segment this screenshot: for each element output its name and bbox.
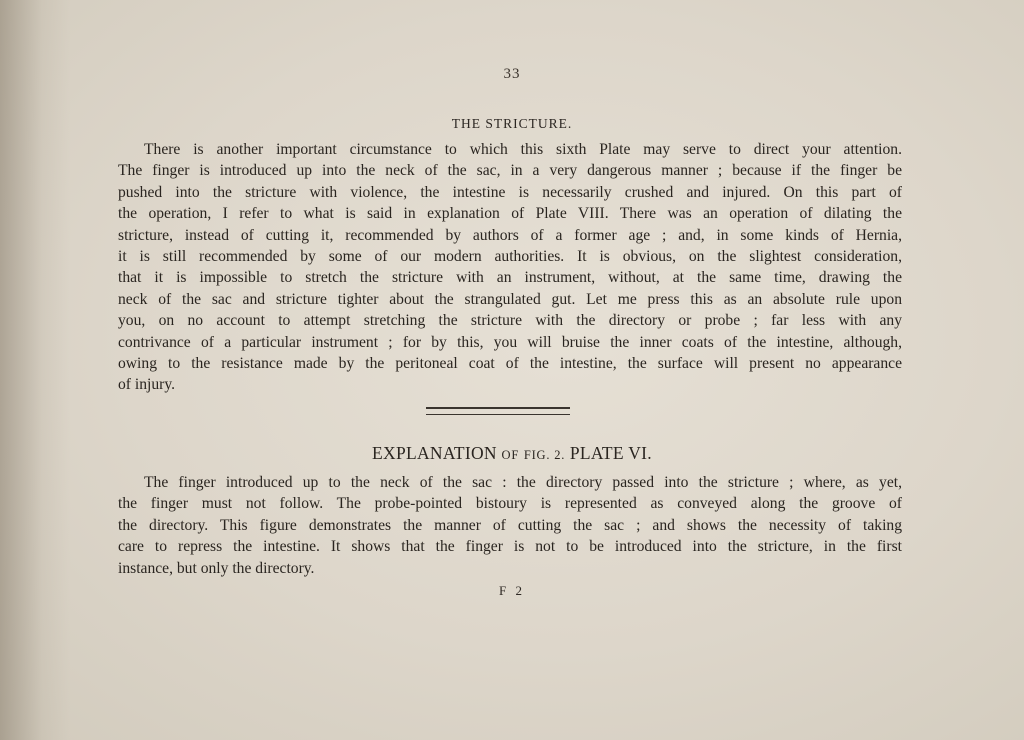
paragraph-line: neck of the sac and stricture tighter about the strangulated gut. Let me press this as an absolute rule upon <box>118 290 902 308</box>
heading-plate-label: PLATE VI. <box>569 443 652 463</box>
binding-gutter-shadow <box>0 0 70 740</box>
explanation-paragraph <box>118 472 902 579</box>
section-heading-explanation <box>0 443 1024 464</box>
paragraph-line: pushed into the stricture with violence, the intestine is necessarily crushed and injured. On this part of <box>118 183 902 201</box>
heading-of-word: OF <box>501 448 520 462</box>
paragraph-line: owing to the resistance made by the peritoneal coat of the intestine, the surface will present no appearance <box>118 355 902 373</box>
paragraph-line: it is still recommended by some of our modern authorities. It is obvious, on the slightest consideration, <box>118 248 902 266</box>
paragraph-line: instance, but only the directory. <box>118 559 315 577</box>
paragraph-line: the finger must not follow. The probe-pointed bistoury is represented as conveyed along the groove of <box>118 495 902 513</box>
section-heading-stricture: THE STRICTURE. <box>451 116 573 131</box>
page-number: 33 <box>503 66 521 82</box>
stricture-paragraph <box>118 139 902 396</box>
paragraph-line: the operation, I refer to what is said in explanation of Plate VIII. There was an operation of dilating the <box>118 205 902 223</box>
paragraph-line: of injury. <box>118 376 176 394</box>
signature-mark: F 2 <box>499 583 525 598</box>
paragraph-line: The finger introduced up to the neck of the sac : the directory passed into the stricture ; where, as yet, <box>144 474 902 491</box>
paragraph-line: There is another important circumstance to which this sixth Plate may serve to direct your attention. <box>144 141 902 158</box>
paragraph-line: The finger is introduced up into the neck of the sac, in a very dangerous manner ; because if the finger be <box>118 162 902 180</box>
paragraph-line: stricture, instead of cutting it, recommended by authors of a former age ; and, in some kinds of Hernia, <box>118 226 902 244</box>
paragraph-line: that it is impossible to stretch the stricture with an instrument, without, at the same time, drawing the <box>118 269 902 287</box>
paragraph-line: contrivance of a particular instrument ; for by this, you will bruise the inner coats of the intestine, although, <box>118 333 902 351</box>
paragraph-line: you, on no account to attempt stretching the stricture with the directory or probe ; far less with any <box>118 312 902 330</box>
paragraph-line: care to repress the intestine. It shows that the finger is not to be introduced into the stricture, in the first <box>118 538 902 556</box>
heading-explanation-word: EXPLANATION <box>372 443 497 463</box>
section-divider-rule <box>426 407 570 415</box>
paragraph-line: the directory. This figure demonstrates the manner of cutting the sac ; and shows the necessity of taking <box>118 516 902 534</box>
heading-fig-label: FIG. 2. <box>523 448 566 462</box>
